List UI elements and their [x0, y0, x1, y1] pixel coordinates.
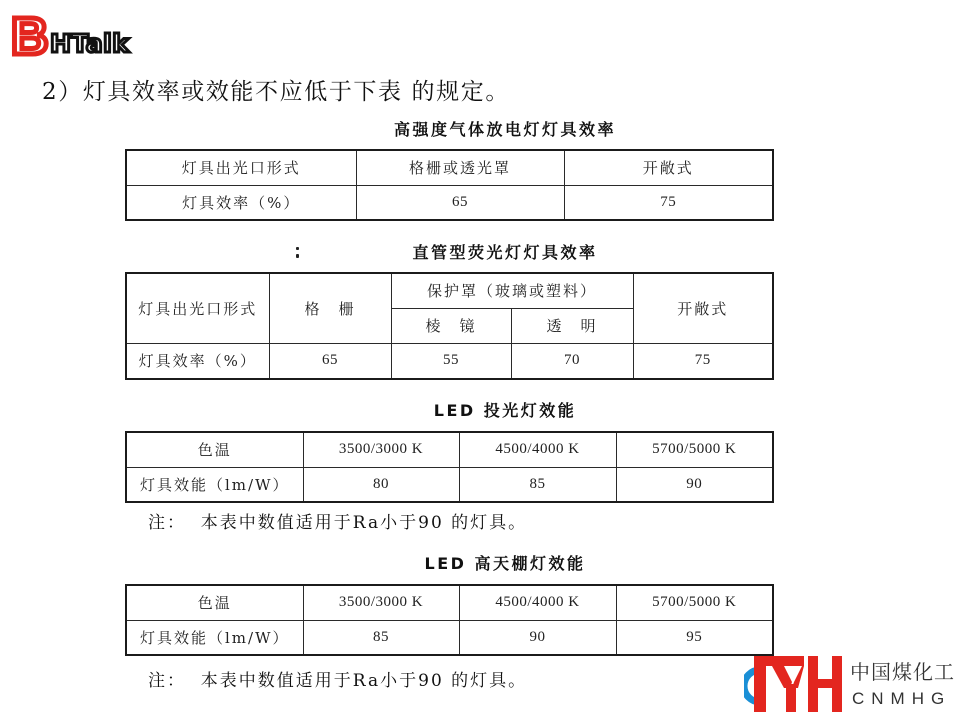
table-header-row [126, 150, 773, 185]
cnmhg-logo-mark-icon [744, 652, 844, 714]
table-row [126, 185, 773, 220]
header-cell-outlet-form: 灯具出光口形式 [126, 273, 269, 343]
value-cell-grille: 65 [269, 343, 391, 379]
table-header-row [126, 432, 773, 467]
header-cell-protective-cover: 保护罩（玻璃或塑料） [391, 273, 633, 308]
row-label-efficiency: 灯具效率（%） [126, 185, 356, 220]
header-cell-cct-4500: 4500/4000 K [459, 432, 616, 467]
table-note-floodlight: 注： 本表中数值适用于Ra小于90 的灯具。 [148, 513, 528, 533]
header-cell-open: 开敞式 [633, 273, 773, 343]
header-cell-grille: 格 栅 [269, 273, 391, 343]
logo-red-letters [754, 656, 842, 712]
table-hid-luminaire-efficiency [125, 149, 774, 221]
value-cell-open: 75 [633, 343, 773, 379]
value-cell-cct-3500: 85 [303, 620, 459, 655]
header-cell-outlet-form: 灯具出光口形式 [126, 150, 356, 185]
footer-logo-name-en: CNMHG [852, 689, 952, 708]
page-heading: 2）灯具效率或效能不应低于下表 的规定。 [42, 79, 510, 105]
table-title-led-floodlight: LED 投光灯效能 [433, 401, 577, 420]
value-cell-cct-4500: 85 [459, 467, 616, 502]
scan-artifact-mark [295, 246, 301, 260]
table-row [126, 467, 773, 502]
value-cell-grille-or-cover: 65 [356, 185, 564, 220]
value-cell-clear: 70 [511, 343, 633, 379]
footer-logo-name-cn: 中国煤化工 [850, 660, 955, 684]
table-row [126, 620, 773, 655]
row-label-efficacy: 灯具效能（lm/W） [126, 620, 303, 655]
value-cell-cct-5700: 90 [616, 467, 773, 502]
table-led-floodlight-efficacy [125, 431, 774, 503]
value-cell-cct-3500: 80 [303, 467, 459, 502]
header-cell-cct-3500: 3500/3000 K [303, 585, 459, 620]
row-label-efficacy: 灯具效能（lm/W） [126, 467, 303, 502]
header-cell-open: 开敞式 [564, 150, 773, 185]
header-cell-cct-5700: 5700/5000 K [616, 432, 773, 467]
table-header-row [126, 273, 773, 308]
table-title-led-highbay: LED 高天棚灯效能 [424, 554, 586, 573]
table-note-highbay: 注： 本表中数值适用于Ra小于90 的灯具。 [148, 671, 528, 691]
header-cell-clear: 透 明 [511, 308, 633, 343]
table-row [126, 343, 773, 379]
value-cell-open: 75 [564, 185, 773, 220]
table-title-fluorescent-efficiency: 直管型荧光灯灯具效率 [412, 243, 598, 262]
header-cell-prism: 棱 镜 [391, 308, 511, 343]
value-cell-cct-4500: 90 [459, 620, 616, 655]
header-cell-cct-3500: 3500/3000 K [303, 432, 459, 467]
header-cell-color-temperature: 色温 [126, 432, 303, 467]
table-header-row [126, 585, 773, 620]
table-led-highbay-efficacy [125, 584, 774, 656]
value-cell-cct-5700: 95 [616, 620, 773, 655]
row-label-efficiency: 灯具效率（%） [126, 343, 269, 379]
header-cell-color-temperature: 色温 [126, 585, 303, 620]
table-fluorescent-luminaire-efficiency [125, 272, 774, 380]
header-cell-cct-5700: 5700/5000 K [616, 585, 773, 620]
table-title-hid-efficiency: 高强度气体放电灯灯具效率 [393, 120, 616, 139]
value-cell-prism: 55 [391, 343, 511, 379]
header-cell-grille-or-cover: 格栅或透光罩 [356, 150, 564, 185]
bhtalk-logo-wordmark: HTalk [50, 29, 130, 58]
header-cell-cct-4500: 4500/4000 K [459, 585, 616, 620]
bhtalk-logo-mark: B [11, 8, 49, 66]
